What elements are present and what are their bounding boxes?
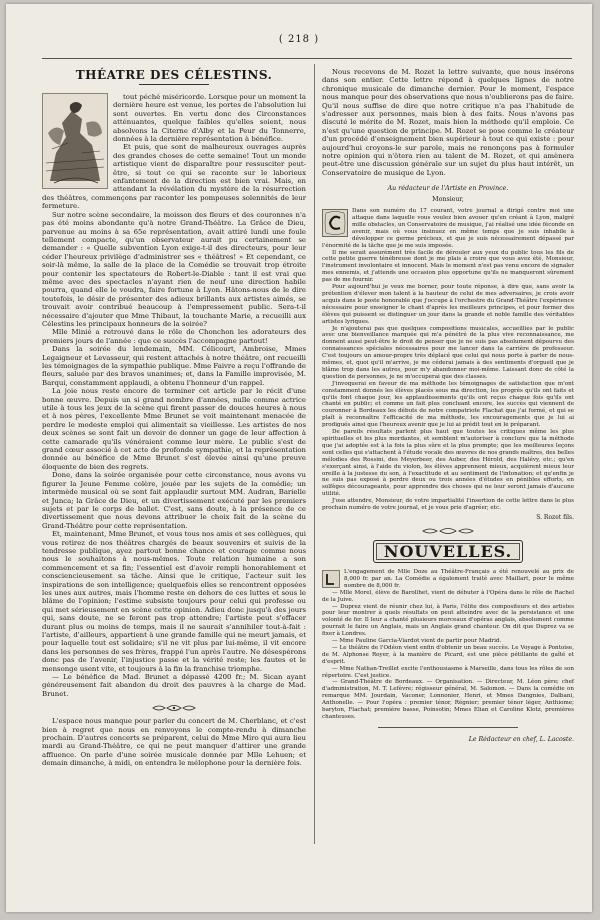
page-number: ( 218 )	[278, 34, 320, 45]
paragraph: — Le bénéfice de Mad. Brunet a dépassé 4200 fr.; M. Sican ayant généreusement fait abandon du droit des pauvres à la charge de Mad. Brunet.	[42, 673, 306, 698]
paragraph: La joie nous reste encore de terminer cet article par le récit d'une bonne œuvre. Depuis un si grand nombre d'années, nulle comme actrice utile à tous les jeux de la scène qui firent passer de douces heures à nous et à nos pères, l'excellente Mme Brunet se voit maintenant menacée de perdre le modeste emploi qui alimentait sa vieillesse. Les artistes de nos deux scènes se sont fait un devoir de donner un gage de leur affection à cette camarade qu'ils vénéraient comme leur mère. Le public s'est de grand cœur associé à cet acte de profonde sympathie, et la représentation donnée au bénéfice de Mme Brunet s'est élevée ainsi qu'une preuve éloquente de bien des regrets.	[42, 387, 306, 471]
celestins-article	[42, 93, 306, 698]
paragraph: Dans la soirée du lendemain, MM. Célicourt, Ambroise, Mmes Legaigneur et Levasseur, qui restent attachés à notre théâtre, ont recueilli les témoignages de la sympathie publique. Mme Faivre a reçu l'offrande de fleurs, saluée par des bravos unanimes; et, dans la Famille improvisée, M. Barqui, constamment applaudi, a obtenu l'honneur d'un rappel.	[42, 345, 306, 387]
paragraph: — Mme Pauline Garcia-Viardot vient de partir pour Madrid.	[332, 638, 502, 645]
ornament-icon	[151, 704, 197, 712]
paragraph: tout péché miséricorde. Lorsque pour un moment la dernière heure est venue, les portes de l'absolution lui sont ouvertes. En vertu donc des Circonstances atténuantes, quelque faibles qu'elles soient, nous absolvons la Citerne d'Alby et la Peur du Tonnerre, données à la dernière représentation à bénéfice.	[113, 93, 306, 144]
article-title: THÉATRE DES CÉLESTINS.	[75, 68, 273, 82]
paragraph: — Duprez vient de réunir chez lui, à Paris, l'élite des compositeurs et des artistes pour leur montrer à quels résultats on peut atteindre avec de la persistance et une volonté de fer. Il leur a chanté plusieurs morceaux d'opéras anglais, absolument comme pourrait le faire un Anglais, mais un Anglais grand chanteur. On dit que Duprez va se fixer à Londres.	[322, 603, 574, 638]
title-underline	[139, 84, 209, 85]
nouvelles-section	[322, 569, 574, 721]
letter-heading: Au rédacteur de l'Artiste en Province.	[387, 185, 509, 193]
engraving-illustration	[42, 93, 108, 189]
paragraph: — Mme Nathan-Treillet excite l'enthousiasme à Marseille, dans tous les rôles de son répertoire. C'est justice.	[322, 665, 574, 679]
rozet-intro	[322, 68, 574, 177]
column-divider	[314, 64, 315, 844]
end-rule	[378, 727, 518, 728]
paragraph: Sur notre scène secondaire, la moisson des fleurs et des couronnes n'a pas été moins abondante qu'à notre Grand-Théâtre. La Grâce de Dieu, parvenue au moins à sa 65e représentation, avait attiré lundi une foule tellement compacte, qu'un observateur aurait pu certainement se demander : « Quelle subvention Lyon exige-t-il des directeurs, pour leur céder l'heureux privilège d'administrer ses « théâtres! » Et cependant, ce soir-là même, la salle de la place de la Comédie se trouvait trop étroite pour contenir les spectateurs de Robert-le-Diable : tant il est vrai que même avec des spectacles n'ayant rien de neuf une direction habile pourra, quand elle le voudra, faire fortune à Lyon. Hâtons-nous de le dire toutefois, le désir de présenter des adieux brillants aux artistes aimés, se trouvait avoir contribué beaucoup à l'empressement public. Sera-t-il nécessaire d'ajouter que Mme Thibaut, la touchante Marie, a recueilli aux Célestins les principaux honneurs de la soirée?	[42, 210, 306, 328]
paragraph: — Mlle Morel, élève de Barollhet, vient de débuter à l'Opéra dans le rôle de Rachel de la Juive.	[322, 589, 574, 603]
nouvelles-title: NOUVELLES.	[373, 540, 523, 563]
top-rule	[42, 58, 572, 59]
paragraph: J'ose attendre, Monsieur, de votre impartialité l'insertion de cette lettre dans le plus prochain numéro de votre journal, et je vous prie d'agréer, etc.	[322, 498, 574, 512]
paragraph: Dans son numéro du 17 courant, votre journal a dirigé contre moi une attaque dans laquelle vous voulez bien avouer qu'en créant à Lyon, malgré mille obstacles, un Conservatoire de musique, j'ai réalisé une idée féconde en avenir, mais où vous insinuez en même temps que je suis inhabile à développer ce germe précieux, et que je suis nécessairement dépassé par l'énormité de la tâche que je me suis imposée.	[322, 208, 574, 249]
paragraph: Pour aujourd'hui je veux me borner, pour toute réponse, à dire que, sans avoir la prétention d'élever mon talent à la hauteur de celui de mes adversaires, je crois avoir acquis dans le poste honorable que j'occupe à l'orchestre du Grand-Théâtre l'expérience nécessaire pour enseigner le chant d'après les meilleurs principes, et pour former des élèves qui puissent se distinguer un jour dans la grande et noble famille des véritables artistes lyriques.	[322, 284, 574, 325]
concerts-note	[42, 717, 306, 767]
ornament-divider	[42, 704, 306, 712]
paragraph: Il me serait assurément très facile de dérouler aux yeux du public tous les fils de cette petite guerre ténébreuse dont je me plais à croire que vous avez été, Monsieur, l'instrument involontaire et innocent. Mais le moment n'est pas venu encore de signaler mes ennemis, et j'attends une occasion plus opportune qu'ils ne manqueront sûrement pas de me fournir.	[322, 249, 574, 284]
paragraph: Nous recevons de M. Rozet la lettre suivante, que nous insérons dans son entier. Cette lettre répond à quelques lignes de notre chronique musicale de dimanche dernier. Pour le moment, l'espace nous manque pour des observations que nous n'oublierons pas de faire. Qu'il nous suffise de dire que notre critique n'a pas l'habitude de s'adresser aux personnes, mais bien à des faits. Nous n'avons pas discuté le mérite de M. Rozet, mais bien la méthode qu'il emploie. Ce n'est qu'une question de principe. M. Rozet se pose comme le créateur d'un procédé d'enseignement bien supérieur à tout ce qui existe : pour aujourd'hui croyons-le sur parole, mais ne renonçons pas à formuler notre opinion qui n'ôtera rien au talent de M. Rozet, et qui amènera peut-être une discussion générale sur un sujet du plus haut intérêt, un Conservatoire de musique de Lyon.	[322, 68, 574, 177]
paragraph: — Le théâtre de l'Odéon vient enfin d'obtenir un beau succès. Le Voyage à Pontoise, de M. Alphonse Royer, à la manière de Picard, est une pièce pétillante de gaîté et d'esprit.	[322, 644, 574, 665]
left-column	[42, 68, 306, 768]
nouvelles-header	[322, 540, 574, 563]
paragraph: Et, maintenant, Mme Brunet, et vous tous nos amis et ses collègues, qui vous retirez de nos théâtres chargés de beaux souvenirs et suivis de la tendresse publique, ayez partout bonne chance et courage comme nous nous le souhaitons à nous-mêmes. Toute relation humaine a son commencement et sa fin; l'essentiel est d'avoir rempli honorablement et consciencieusement sa tâche. Ainsi que le critique, l'acteur suit les inspirations de son intelligence; quelquefois elles se rencontrent opposées les unes aux autres, mais l'homme reste en dehors de ces luttes et sous le blâme de l'opinion; l'estime subsiste toujours pour celui qui professe ou qui met sérieusement en scène cette opinion. Adieu donc jusqu'à des jours qui, sans doute, ne se feront pas trop attendre; l'artiste peut s'effacer durant plus ou moins de temps, mais il ne saurait s'annihiler tout-à-fait : l'artiste, d'ailleurs, appartient à une grande famille qui ne meurt jamais, et pour laquelle tout est solidaire; s'il ne vit plus par lui-même, il vit encore dans les personnes de ses frères, frappé l'un après l'autre. Ne désespérons donc pas de l'avenir, l'injustice passe et la vérité reste; les fautes et le mensonge usent vite, et toujours à la fin la franchise triomphe.	[42, 530, 306, 673]
editor-signature: Le Rédacteur en chef, L. Lacoste.	[468, 735, 574, 743]
drop-cap-icon	[322, 570, 340, 588]
paragraph: L'espace nous manque pour parler du concert de M. Cherblanc, et c'est bien à regret que nous en renvoyons le compte-rendu à dimanche prochain. D'autres concerts se préparent, celui de Mme Miro qui aura lieu mardi au Grand-Théâtre, ce qui ne peut manquer d'attirer une grande affluence. On parle d'une soirée musicale donnée par Mlle Lehuen; et demain dimanche, à midi, on entendra le mélophone pour la dernière fois.	[42, 717, 306, 768]
paragraph: Mlle Minié a retrouvé dans le rôle de Chonchon les adorateurs des premiers jours de l'année : que ce succès l'accompagne partout!	[42, 328, 306, 345]
paragraph: Et puis, que sont de malheureux ouvrages auprès des grandes choses de cette semaine! Tout un monde artistique vient de disparaître pour ressusciter peut-être, si tout ce qui se raconte sur le laborieux enfantement de la direction est bien vrai. Mais, en attendant la révélation du mystère de la résurrection des théâtres, commençons par raconter les pompeuses solennités de leur fermeture.	[42, 143, 306, 211]
salutation: Monsieur,	[432, 195, 464, 203]
letter-signature: S. Rozet fils.	[536, 513, 574, 521]
paragraph: J'invoquerai en faveur de ma méthode les témoignages de satisfaction que m'ont constamment donnés les élèves placés sous ma direction, les progrès qu'ils ont faits et qu'ils font chaque jour, les applaudissements qu'ils ont reçus chaque fois qu'ils ont chanté en public; et comme un fait plus concluant encore, les succès qui viennent de couronner à Bordeaux les débuts de notre compatriote Flachat que j'ai formé, et qui se plaît à reconnaître l'efficacité de ma méthode, les encouragements que je lui ai prodigués ainsi que l'heureux avenir que je lui ai prédit tout en le préparant.	[322, 380, 574, 429]
paragraph: Done, dans la soirée organisée pour cette circonstance, nous avons vu figurer la Jeune Femme colère, jouée par les sujets de la comédie; un intermède musical où se sont fait applaudir surtout MM. Audran, Barielle et Junca; la Grâce de Dieu, et un divertissement exécuté par les premiers sujets et par le corps de ballet. C'est, sans doute, à la présence de ce divertissement que nous devons attribuer le choix fait de la scène du Grand-Théâtre pour cette représentation.	[42, 471, 306, 530]
ornament-divider	[322, 527, 574, 535]
paragraph: — Grand-Théâtre de Bordeaux. — Organisation. — Directeur, M. Léon père; chef d'administration, M. T. Lefèvre; régisseur général, M. Salomon. — Dans la comédie on remarque MM. Jourdain, Vaconer, Lonnonier, Henri, et Mmes Dangnies, Dalbani, Anthonelle. — Pour l'opéra : premier ténor, Régnier; premier ténor léger, Anthiome; baryton, Flachat; première basse, Poinsotin; Mmes Elian et Caroline Klotz, premières chanteuses.	[322, 679, 574, 720]
paragraph: Je n'ajouterai pas que quelques compositions musicales, accueillies par le public avec une bienveillance marquée qui m'a pénétré de la plus vive reconnaissance, me donnent aussi peut-être le droit de penser que je ne suis pas absolument dépourvu des connaissances spéciales nécessaires pour me lancer dans la carrière de professeur. C'est toujours un amour-propre très déplacé que celui qui nous porte à parler de nous-mêmes, et, quoi qu'il m'arrive, je me céderai jamais à des sentiments d'orgueil que je blâme trop dans les autres, pour m'y abandonner moi-même. Laissant donc de côté la question de personnes, je ne m'occuperai que des classes.	[322, 325, 574, 380]
rozet-letter	[322, 208, 574, 512]
ornament-icon	[421, 527, 475, 535]
paragraph: L'engagement de Mlle Doze au Théâtre-Français a été renouvelé au prix de 8,000 fr. par an. La Comédie a également traité avec Maillart, pour le même nombre de 8,000 fr.	[344, 568, 574, 589]
right-column	[322, 68, 574, 743]
drop-cap-icon	[322, 209, 348, 237]
newspaper-page	[6, 4, 592, 912]
paragraph: De pareils résultats parlent plus haut que toutes les critiques même les plus spirituelles et les plus mordantes, et semblent m'autoriser à conclure que la méthode que j'ai adoptée est à la fois la plus sûre et la plus prompte; que les meilleures leçons sont celles qui s'attachent à l'étude vocale des œuvres de nos grands maîtres, des belles mélodies des Rossini, des Meyerbeer, des Auber, des Hérold, des Halévy, etc.; qu'en s'exerçant ainsi, à l'aide du violon, les élèves apprennent mieux, acquièrent mieux leur oreille à la justesse du son, à l'exactitude et au sentiment de l'intonation; et qu'enfin je ne suis pas exposé à perdre deux ou trois années d'études en pénibles efforts, en solfèges décourageants, pour apprendre des choses qui ne leur seront jamais d'aucune utilité.	[322, 429, 574, 498]
